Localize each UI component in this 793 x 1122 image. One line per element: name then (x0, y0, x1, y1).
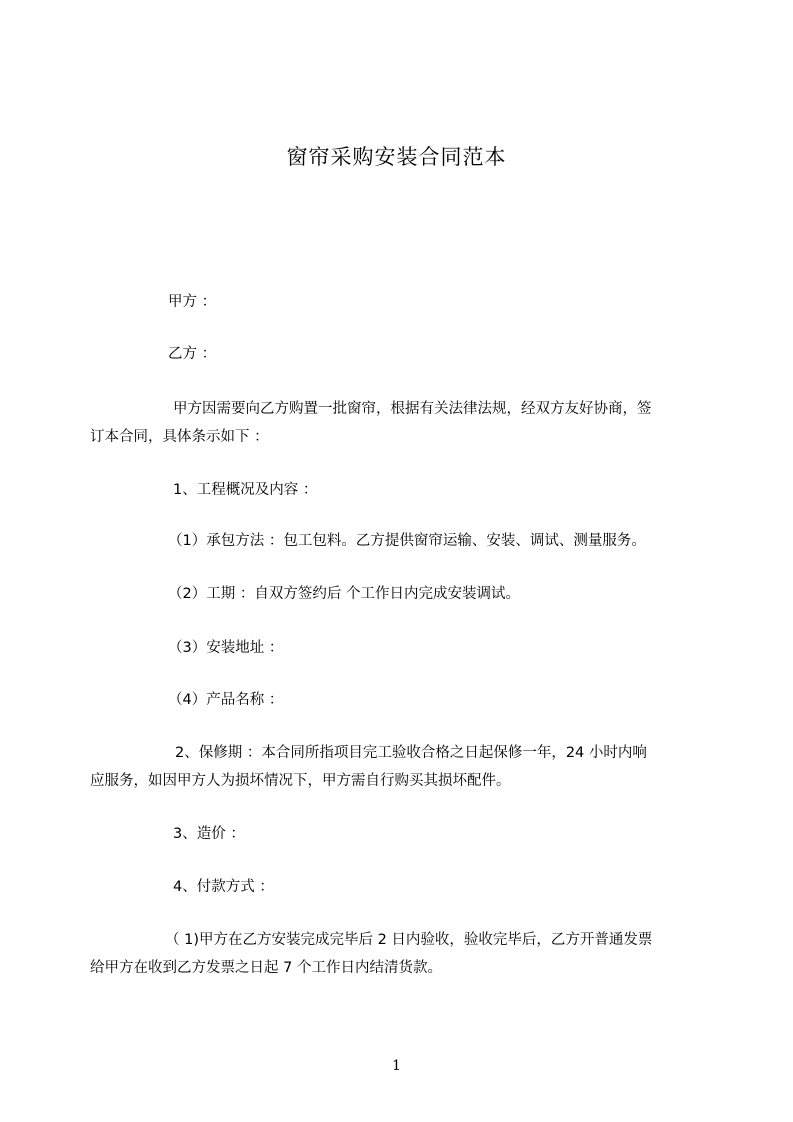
party-b-label: 乙方 ： (168, 346, 217, 362)
section-1-item-2: （2）工期 ：自双方签约后 个工作日内完成安装调试。 (168, 586, 520, 602)
party-a-label: 甲方 ： (168, 294, 217, 310)
section-4-item-1-line-2: 给甲方在收到乙方发票之日起 7 个工作日内结清货款。 (90, 960, 442, 976)
section-1-item-1: （1）承包方法 ：包工包料。乙方提供窗帘运输、安装、调试、测量服务。 (168, 533, 646, 549)
section-2-line-1: 2、保修期 ：本合同所指项目完工验收合格之日起保修一年，24 小时内响 (175, 745, 647, 761)
section-3-heading: 3、造价 ： (173, 826, 245, 842)
section-4-item-1-line-1: （ 1)甲方在乙方安装完成完毕后 2 日内验收，验收完毕后，乙方开普通发票 (165, 932, 653, 948)
section-4-heading: 4、付款方式 ： (173, 879, 274, 895)
section-1-heading: 1、工程概况及内容 ： (173, 482, 318, 498)
intro-line-1: 甲方因需要向乙方购置一批窗帘，根据有关法律法规，经双方友好协商，签 (173, 401, 652, 417)
document-title: 窗帘采购安装合同范本 (286, 145, 507, 169)
section-1-item-3: （3）安装地址 ： (168, 640, 284, 656)
section-1-item-4: （4）产品名称 ： (168, 692, 284, 708)
section-2-line-2: 应服务，如因甲方人为损坏情况下，甲方需自行购买其损坏配件。 (90, 773, 511, 789)
page-number: 1 (392, 1058, 401, 1074)
intro-line-2: 订本合同，具体条示如下 ： (90, 429, 269, 445)
